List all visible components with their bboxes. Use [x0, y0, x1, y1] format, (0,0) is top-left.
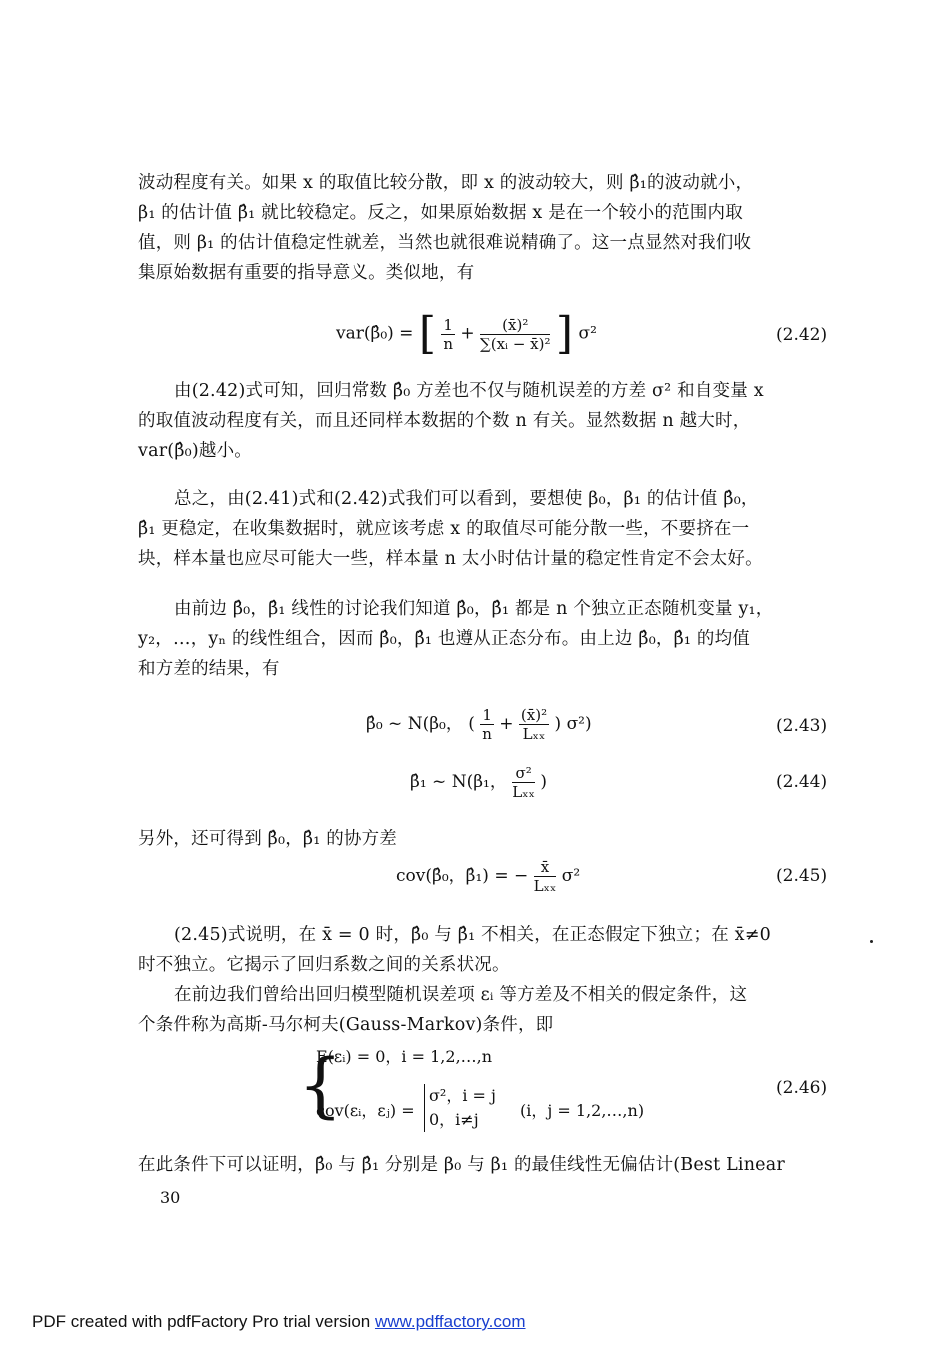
denominator: n [482, 725, 492, 743]
paragraph-4 [138, 594, 832, 684]
denominator: Lₓₓ [533, 877, 557, 895]
equation-2-43 [366, 706, 592, 743]
text-line: var(β̂₀)越小。 [138, 441, 252, 461]
numerator: σ² [512, 764, 535, 783]
equation-2-44 [410, 764, 547, 801]
text-line: 值，则 β₁ 的估计值稳定性就差，当然也就很难说精确了。这一点显然对我们收 [138, 233, 752, 253]
index-range: (i，j = 1,2,…,n) [520, 1101, 645, 1120]
pdf-footer [32, 1312, 526, 1332]
eq-lhs: β̂₁ ~ N(β₁， [410, 772, 507, 792]
text-line: (2.45)式说明，在 x̄ = 0 时，β̂₀ 与 β̂₁ 不相关，在正态假定下独立；在 x̄≠0 [174, 925, 771, 945]
equation-number: (2.42) [776, 325, 828, 345]
denominator: n [443, 334, 454, 353]
equation-2-42 [336, 308, 597, 359]
fraction [480, 706, 494, 743]
text-line: 另外，还可得到 β̂₀，β̂₁ 的协方差 [138, 829, 397, 849]
left-brace: { [298, 1044, 343, 1126]
text-line: β₁ 的估计值 β̂₁ 就比较稳定。反之，如果原始数据 x 是在一个较小的范围内取 [138, 203, 743, 223]
paragraph-5 [138, 824, 832, 854]
text-line: 集原始数据有重要的指导意义。类似地，有 [138, 263, 475, 283]
eq-tail: σ²) [566, 714, 592, 734]
text-line: 时不独立。它揭示了回归系数之间的关系状况。 [138, 955, 510, 975]
equation-number: (2.43) [776, 716, 828, 736]
fraction [519, 706, 549, 743]
fraction [441, 316, 455, 353]
footer-text: PDF created with pdfFactory Pro trial version [32, 1312, 375, 1331]
denominator: Lₓₓ [522, 725, 546, 743]
plus-sign: + [460, 323, 475, 344]
fraction [480, 316, 550, 353]
text-line: β̂₁ 更稳定，在收集数据时，就应该考虑 x 的取值尽可能分散一些，不要挤在一 [138, 519, 750, 539]
text-line: 波动程度有关。如果 x 的取值比较分散，即 x 的波动较大，则 β̂₁的波动就小， [138, 173, 754, 193]
case-block [424, 1084, 496, 1132]
speck [870, 940, 873, 943]
denominator: ∑(xᵢ − x̄)² [480, 334, 551, 353]
denominator: Lₓₓ [512, 783, 535, 801]
eq-tail: σ² [561, 866, 581, 886]
numerator: 1 [482, 706, 492, 724]
paragraph-2 [138, 376, 832, 466]
text-line: 个条件称为高斯-马尔柯夫(Gauss-Markov)条件，即 [138, 1015, 554, 1035]
paragraph-6 [138, 920, 832, 980]
text-line: 和方差的结果，有 [138, 659, 280, 679]
condition-line-1: E(εᵢ) = 0，i = 1,2,…,n [316, 1047, 493, 1066]
page-number: 30 [160, 1188, 181, 1207]
open-paren: ( [468, 714, 475, 734]
text-line: y₂，…，yₙ 的线性组合，因而 β̂₀，β̂₁ 也遵从正态分布。由上边 β̂₀，β̂₁ 的均值 [138, 629, 751, 649]
plus-sign: + [499, 714, 514, 734]
text-line: 的取值波动程度有关，而且还同样本数据的个数 n 有关。显然数据 n 越大时， [138, 411, 751, 431]
case-1: σ²，i = j [429, 1086, 496, 1105]
paragraph-1 [138, 168, 832, 288]
numerator: (x̄)² [520, 706, 548, 724]
text-line: 在前边我们曾给出回归模型随机误差项 εᵢ 等方差及不相关的假定条件，这 [174, 985, 748, 1005]
right-bracket: ] [555, 308, 574, 359]
eq-tail: ) [540, 772, 547, 792]
equation-number: (2.45) [776, 866, 828, 886]
fraction [534, 858, 557, 895]
numerator: 1 [443, 315, 453, 334]
paragraph-3 [138, 484, 832, 574]
paragraph-7 [138, 980, 832, 1040]
paragraph-8 [138, 1150, 832, 1180]
eq-lhs: β̂₀ ~ N(β₀， [366, 714, 463, 734]
numerator: x̄ [534, 858, 557, 877]
eq-lhs: var(β̂₀) = [336, 323, 419, 344]
text-line: 总之，由(2.41)式和(2.42)式我们可以看到，要想使 β₀，β₁ 的估计值 β̂₀， [174, 489, 759, 509]
eq-lhs: cov(β̂₀，β̂₁) = − [396, 866, 529, 886]
cov-label: cov(εᵢ，εⱼ) = [316, 1101, 415, 1120]
equation-number: (2.44) [776, 772, 828, 792]
text-line: 在此条件下可以证明，β̂₀ 与 β̂₁ 分别是 β₀ 与 β₁ 的最佳线性无偏估计(Best Linear [138, 1155, 785, 1175]
text-line: 由(2.42)式可知，回归常数 β̂₀ 方差也不仅与随机误差的方差 σ² 和自变量 x [174, 381, 764, 401]
text-line: 由前边 β̂₀，β̂₁ 线性的讨论我们知道 β̂₀，β̂₁ 都是 n 个独立正态随机变量 y₁， [174, 599, 774, 619]
equation-2-45 [396, 858, 580, 895]
case-2: 0，i≠j [429, 1110, 479, 1129]
equation-number: (2.46) [776, 1078, 828, 1098]
footer-link[interactable]: www.pdffactory.com [374, 1312, 526, 1331]
left-bracket: [ [418, 308, 436, 359]
fraction [512, 764, 535, 801]
text-line: 块，样本量也应尽可能大一些，样本量 n 太小时估计量的稳定性肯定不会太好。 [138, 549, 763, 569]
close-paren: ) [554, 714, 562, 734]
eq-tail: σ² [578, 323, 597, 344]
numerator: (x̄)² [480, 316, 550, 335]
